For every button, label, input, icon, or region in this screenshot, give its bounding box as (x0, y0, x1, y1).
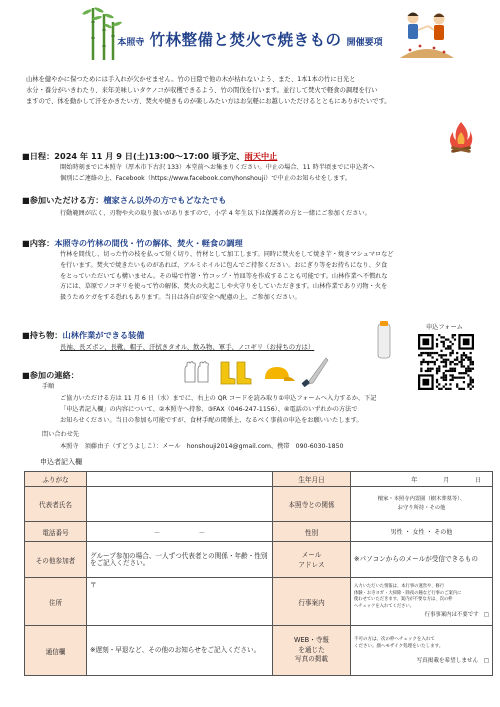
contact-line: お知らせください。当日の参加も可能ですが、食材手配の関係上、なるべく事前の申込をお願いいたします。 (60, 416, 363, 424)
phone-dash: － (153, 528, 161, 537)
inquiry-heading: 問い合わせ先 (42, 431, 80, 438)
page-title (0, 28, 500, 50)
phone-field[interactable] (87, 522, 273, 542)
content-line: 方には、草原でノコギリを使って竹の解体、焚火の火起こしや火守りをしていただきます。山林作業であり刃物・火を (60, 283, 388, 291)
web-label-1: WEB・寺報 (294, 636, 329, 645)
target-highlight: 檀家さん以外の方でもどなたでも (103, 195, 227, 205)
web-label-3: 写真の掲載 (295, 655, 328, 664)
section-content-heading (22, 238, 243, 249)
relation-options-2: お守り所持・その他 (397, 505, 446, 511)
date-line: 開始時刻までに本照寺（厚木市下古沢 133）本堂前へお集まりください。中止の場合、11 時半頃までに申込者へ (60, 164, 375, 171)
web-note: 不可の方は、次の枠へチェックを入れて (354, 637, 435, 642)
intro-line: 水分・養分がいきわたり、来年美味しいタケノコが収穫できるよう、竹の間伐を行います。並行して焚火で軽食の調理を行い (26, 87, 378, 94)
bonfire-icon (448, 120, 474, 154)
target-line: 行動範囲が広く、刃物や火の取り扱いがありますので、小学 4 年生以下は保護者の方と一緒にご参加ください。 (60, 210, 371, 217)
inquiry-line: 本照寺 須藤由子（すどうよしこ）：メール honshouji2014@gmail.com、携帯 090-6030-1850 (60, 443, 344, 450)
relation-options: 檀家・本照寺内霊園（樹木葬墓等）、 (377, 496, 466, 502)
birthday-label: 生年月日 (273, 472, 351, 487)
intro-line: ますので、体を動かして汗をかきたい方、焚火や焼きものが楽しみたい方はお気軽にお越しいただけるとともにありがたいです。 (26, 98, 391, 105)
web-label (273, 626, 351, 676)
cap-icon (262, 364, 296, 384)
relation-field[interactable] (351, 487, 493, 522)
relation-label: 本照寺との関係 (273, 487, 351, 522)
furigana-field[interactable] (87, 472, 273, 487)
title-org: 本照寺 (117, 38, 145, 48)
intro-line: 山林を健やかに保つためには手入れが欠かせません。竹の日陰で他の木が枯れないよう、また、1本1本の竹に日光と (26, 76, 356, 83)
qr-label: 申込フォーム (426, 324, 463, 331)
title-main: 竹林整備と焚火で焼きもの (149, 31, 342, 49)
gloves-icon (182, 360, 212, 384)
info-checkbox[interactable]: 行事事案内は不要です □ (424, 612, 489, 619)
items-label: ■持ち物： (22, 330, 63, 340)
content-line: 竹林を間伐し、切った竹の枝を払って短く切り、竹材として加工します。同時に焚火をして焼き芋・焼きマシュマロなど (60, 251, 394, 258)
web-note: ください。顔へモザイク処理をいたします。 (354, 644, 444, 649)
info-label: 行事案内 (273, 578, 351, 626)
target-label: ■参加いただける方： (22, 195, 104, 205)
section-target-body (60, 209, 490, 220)
section-target-heading (22, 195, 226, 206)
water-bottle-icon (374, 320, 394, 360)
mail-label-2: アドレス (298, 560, 325, 569)
day-label: 日 (475, 476, 482, 484)
info-note: 入力いただいた情報は、本行事の運営や、修行 (354, 584, 445, 590)
mail-label (273, 542, 351, 578)
address-label: 住所 (25, 578, 87, 626)
others-field[interactable]: グループ参加の場合、一人ずつ代表者との関係・年齢・性別をご記入ください。 (87, 542, 273, 578)
section-items-heading (22, 330, 144, 341)
contact-line: 「申込者記入欄」の内容について、②本照寺へ持参、③FAX（046-247-1156）、④電話のいずれかの方法で (60, 405, 358, 413)
web-field[interactable] (351, 626, 493, 676)
section-contact-heading (22, 370, 79, 381)
postal-mark: 〒 (90, 581, 97, 589)
gender-label: 性別 (273, 522, 351, 542)
info-note: へチェックを入れてください。 (354, 603, 415, 609)
contact-line: ご協力いただける方は 11 月 6 日（水）までに、右上の QR コードを読み取り①申込フォームへ入力するか、下記 (60, 395, 377, 402)
mail-label-1: メール (301, 550, 322, 559)
section-content-body (60, 250, 496, 304)
phone-label: 電話番号 (25, 522, 87, 542)
content-line: 扱うためケガをする恐れもあります。当日は各自が安全へ配慮の上、ご参加ください。 (60, 294, 301, 302)
web-checkbox[interactable]: 写真掲載を希望しません □ (416, 658, 489, 664)
gear-list: 長袖、長ズボン、長靴、帽子、汗拭きタオル、飲み物、軍手、ノコギリ（お持ちの方は） (60, 343, 315, 351)
info-field[interactable] (351, 578, 493, 626)
saw-icon (300, 354, 330, 388)
date-line: 個別にご連絡の上、Facebook（https://www.facebook.com/honshouji）で中止のお知らせをします。 (60, 174, 352, 182)
birthday-field[interactable] (351, 472, 493, 487)
content-label: ■内容： (22, 238, 55, 248)
application-form (24, 471, 493, 676)
info-note: 体験・お寺ヨガ・大掃除・除夜の鐘など行事のご案内に (354, 590, 462, 596)
web-label-2: を通じた (298, 645, 325, 654)
rep-name-field[interactable] (87, 487, 273, 522)
content-line: を行います。焚火で焼きたいものがあれば、アルミホイルに包んでご持参ください。おにぎり等をお持ちになり、夕食 (60, 261, 388, 269)
intro-paragraph (26, 74, 496, 107)
section-date-heading (22, 151, 277, 162)
section-contact-body (60, 394, 496, 426)
others-label: その他参加者 (25, 542, 87, 578)
notice-field[interactable]: ※遅刻・早退など、その他のお知らせをご記入ください。 (87, 626, 273, 676)
address-field[interactable] (87, 578, 273, 626)
content-highlight: 本照寺の竹林の間伐・竹の解体、焚火・軽食の調理 (54, 238, 243, 248)
rain-cancel: 雨天中止 (244, 151, 278, 161)
mail-field[interactable]: ※パソコンからのメールが受信できるもの (351, 542, 493, 578)
notice-label: 通信欄 (25, 626, 87, 676)
furigana-label: ふりがな (25, 472, 87, 487)
section-date-body (60, 163, 496, 185)
rep-name-label: 代表者氏名 (25, 487, 87, 522)
title-suffix: 開催要項 (346, 38, 383, 48)
form-heading: 申込者記入欄 (40, 458, 82, 466)
contact-label: ■参加の連絡： (22, 370, 79, 380)
boots-icon (218, 360, 254, 386)
month-label: 月 (443, 476, 450, 484)
content-line: をとっていただいても構いません。その場で竹箸・竹コップ・竹皿等を作成することも可能です。山林作業へ不慣れな (60, 272, 388, 280)
items-highlight: 山林作業ができる装備 (62, 330, 145, 340)
gender-field[interactable]: 男性 ・ 女性 ・ その他 (351, 522, 493, 542)
qr-code[interactable] (418, 334, 474, 390)
info-note: 使わせていただきます。案内が不要な方は、次の枠 (354, 597, 453, 603)
phone-dash: － (198, 528, 206, 537)
contact-procedure: 手順 (42, 383, 55, 390)
year-label: 年 (411, 476, 418, 484)
date-label: ■日程：2024 年 11 月 9 日(土)13:00～17:00 頃予定、 (22, 151, 245, 161)
